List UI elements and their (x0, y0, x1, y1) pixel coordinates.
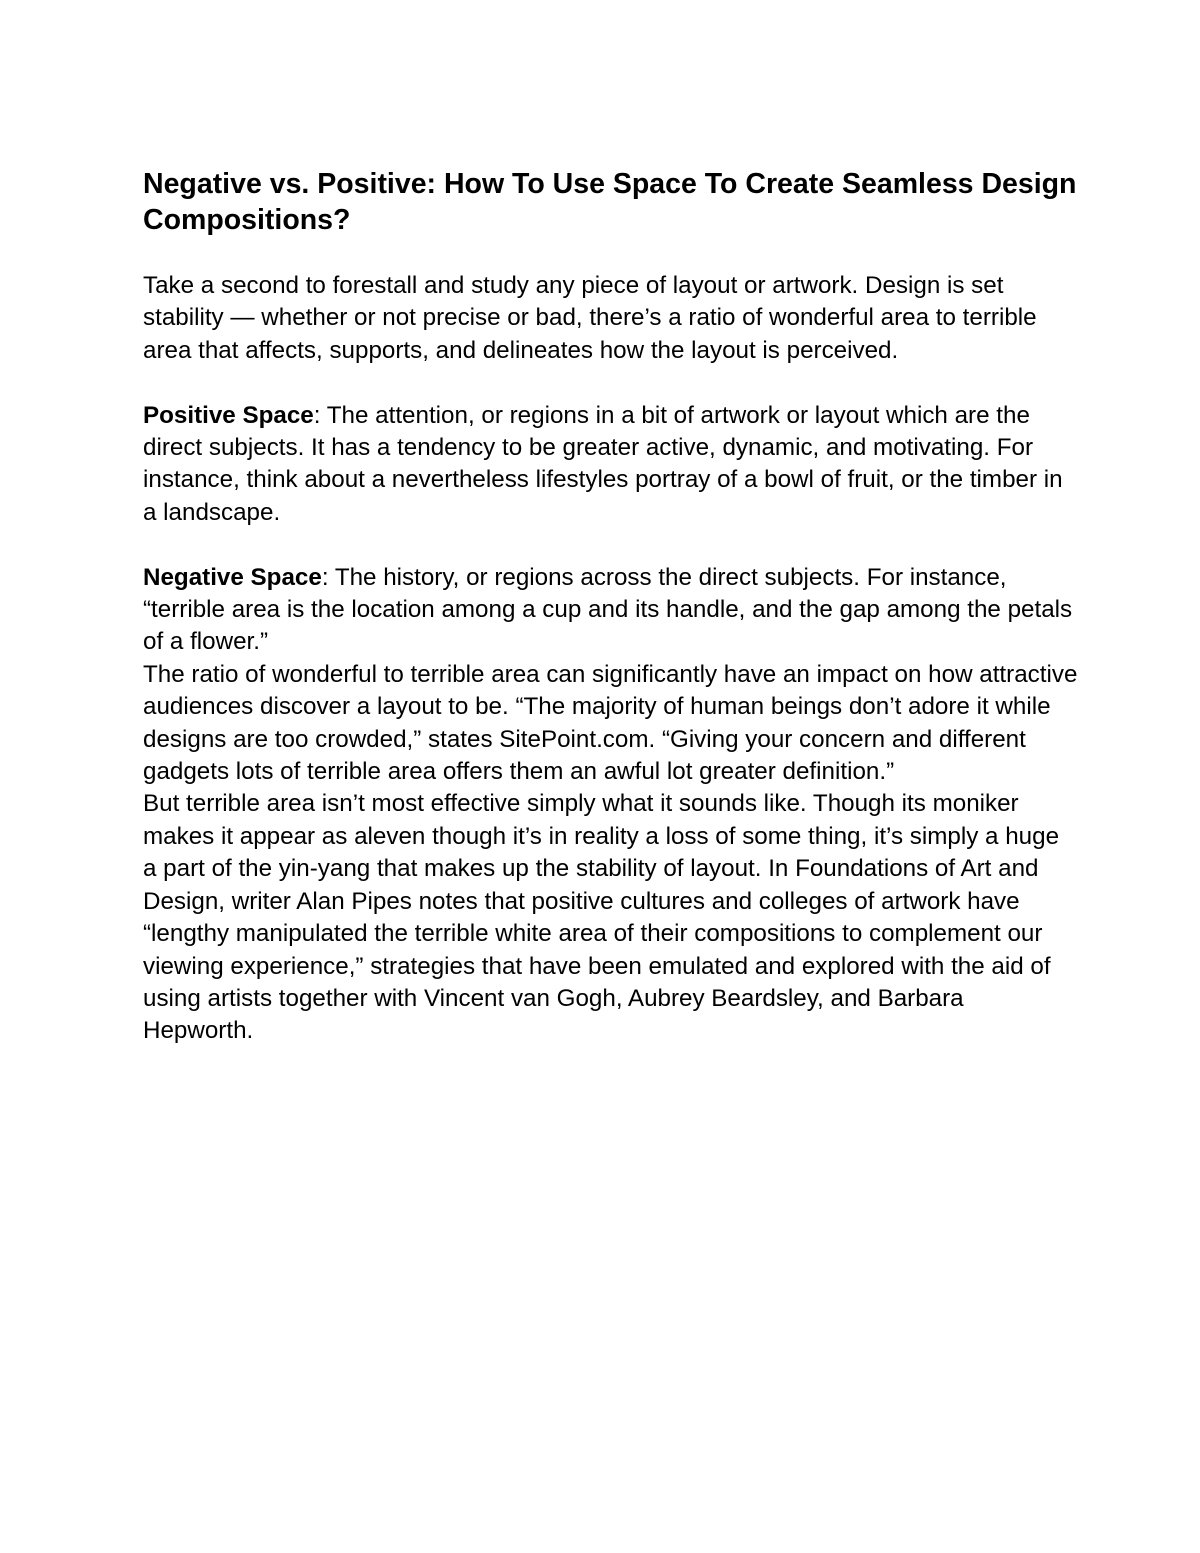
paragraph-spacer (143, 367, 1078, 399)
ratio-paragraph: The ratio of wonderful to terrible area can significantly have an impact on how attractive audiences discover a layout to be. “The majority of human beings don’t adore it while designs are too crowded,” states SitePoint.com. “Giving your concern and different gadgets lots of terrible area offers them an awful lot greater definition.” (143, 660, 1078, 786)
positive-space-term: Positive Space (143, 401, 314, 429)
negative-space-term: Negative Space (143, 563, 322, 591)
intro-paragraph: Take a second to forestall and study any piece of layout or artwork. Design is set stability — whether or not precise or bad, there’s a ratio of wonderful area to terrible area that affects, supports, and delineates how the layout is perceived. (143, 272, 1037, 364)
negative-space-text: : The history, or regions across the direct subjects. For instance, “terrible area is the location among a cup and its handle, and the gap among the petals of a flower.” (143, 563, 1073, 656)
positive-space-text: : The attention, or regions in a bit of artwork or layout which are the direct subjects. It has a tendency to be greater active, dynamic, and motivating. For instance, think about a nevertheless lifestyles portray of a bowl of fruit, or the timber in a landscape. (143, 401, 1063, 526)
paragraph-spacer (143, 529, 1078, 561)
document-page (143, 166, 1078, 1048)
closing-paragraph: But terrible area isn’t most effective simply what it sounds like. Though its moniker makes it appear as aleven though it’s in reality a loss of some thing, it’s simply a huge a part of the yin-yang that makes up the stability of layout. In Foundations of Art and Design, writer Alan Pipes notes that positive cultures and colleges of artwork have “lengthy manipulated the terrible white area of their compositions to complement our viewing experience,” strategies that have been emulated and explored with the aid of using artists together with Vincent van Gogh, Aubrey Beardsley, and Barbara Hepworth. (143, 790, 1060, 1045)
document-title: Negative vs. Positive: How To Use Space To Create Seamless Design Compositions? (143, 168, 1077, 236)
negative-space-paragraph (143, 562, 1078, 659)
positive-space-paragraph (143, 400, 1078, 530)
